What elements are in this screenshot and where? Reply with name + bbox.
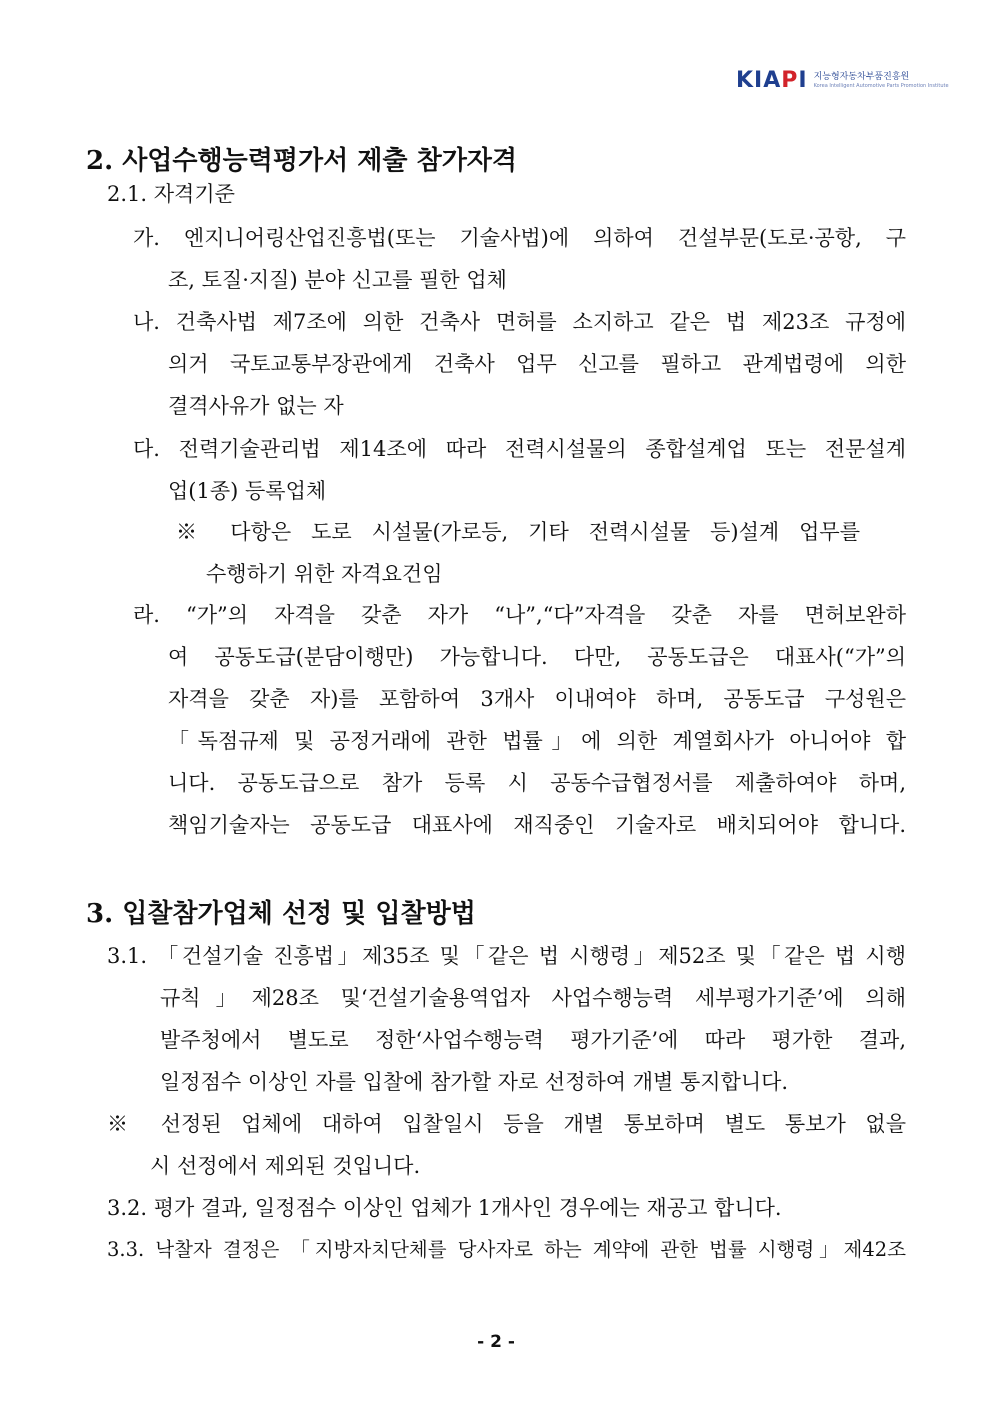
subsection-2-1-heading: 2.1. 자격기준: [107, 182, 235, 206]
note-3-1-line-2: 시 선정에서 제외된 것입니다.: [150, 1154, 421, 1178]
item-da-line-2: 업(1종) 등록업체: [168, 479, 327, 503]
item-na-line-2: 의거 국토교통부장관에게 건축사 업무 신고를 필하고 관계법령에 의한: [168, 352, 906, 376]
section-2-title: 2. 사업수행능력평가서 제출 참가자격: [86, 146, 518, 176]
item-ra-line-4: 「독점규제 및 공정거래에 관한 법률」에 의한 계열회사가 아니어야 합: [168, 729, 906, 753]
note-da-line-1: ※ 다항은 도로 시설물(가로등, 기타 전력시설물 등)설계 업무를: [176, 520, 860, 544]
section-3-title: 3. 입찰참가업체 선정 및 입찰방법: [86, 899, 476, 929]
note-da-line-2: 수행하기 위한 자격요건임: [206, 562, 443, 586]
logo-name-en: Korea Intelligent Automotive Parts Promotion Institute: [813, 82, 949, 89]
item-3-2: 3.2. 평가 결과, 일정점수 이상인 업체가 1개사인 경우에는 재공고 합니다.: [107, 1196, 782, 1220]
item-ra-line-5: 니다. 공동도급으로 참가 등록 시 공동수급협정서를 제출하여야 하며,: [168, 771, 906, 795]
item-ra-line-6: 책임기술자는 공동도급 대표사에 재직중인 기술자로 배치되어야 합니다.: [168, 813, 906, 837]
logo-name-ko: 지능형자동차부품진흥원: [813, 71, 910, 82]
item-ga-line-2: 조, 토질·지질) 분야 신고를 필한 업체: [168, 268, 507, 292]
item-3-1-line-4: 일정점수 이상인 자를 입찰에 참가할 자로 선정하여 개별 통지합니다.: [160, 1070, 789, 1094]
item-na-line-1: 나. 건축사법 제7조에 의한 건축사 면허를 소지하고 같은 법 제23조 규정에: [133, 310, 906, 334]
page-number: - 2 -: [477, 1332, 515, 1352]
item-3-1-line-2: 규칙」제28조 및‘건설기술용역업자 사업수행능력 세부평가기준’에 의해: [160, 986, 906, 1010]
logo-mark: KIAPI: [736, 68, 808, 93]
item-3-1-line-1: 3.1. 「건설기술 진흥법」제35조 및「같은 법 시행령」제52조 및「같은 법 시행: [107, 944, 906, 968]
item-3-1-line-3: 발주청에서 별도로 정한‘사업수행능력 평가기준’에 따라 평가한 결과,: [160, 1028, 906, 1052]
logo-text: [814, 73, 949, 89]
item-na-line-3: 결격사유가 없는 자: [168, 394, 344, 418]
kiapi-logo: [736, 68, 949, 93]
item-3-3-line-1: 3.3. 낙찰자 결정은 「지방자치단체를 당사자로 하는 계약에 관한 법률 시행령」제42조: [107, 1238, 906, 1261]
note-3-1-line-1: ※ 선정된 업체에 대하여 입찰일시 등을 개별 통보하며 별도 통보가 없을: [107, 1112, 906, 1136]
item-ra-line-1: 라. “가”의 자격을 갖춘 자가 “나”,“다”자격을 갖춘 자를 면허보완하: [133, 603, 906, 627]
item-ga-line-1: 가. 엔지니어링산업진흥법(또는 기술사법)에 의하여 건설부문(도로·공항, 구: [133, 226, 906, 250]
item-da-line-1: 다. 전력기술관리법 제14조에 따라 전력시설물의 종합설계업 또는 전문설계: [133, 437, 906, 461]
item-ra-line-3: 자격을 갖춘 자)를 포함하여 3개사 이내여야 하며, 공동도급 구성원은: [168, 687, 906, 711]
item-ra-line-2: 여 공동도급(분담이행만) 가능합니다. 다만, 공동도급은 대표사(“가”의: [168, 645, 906, 669]
